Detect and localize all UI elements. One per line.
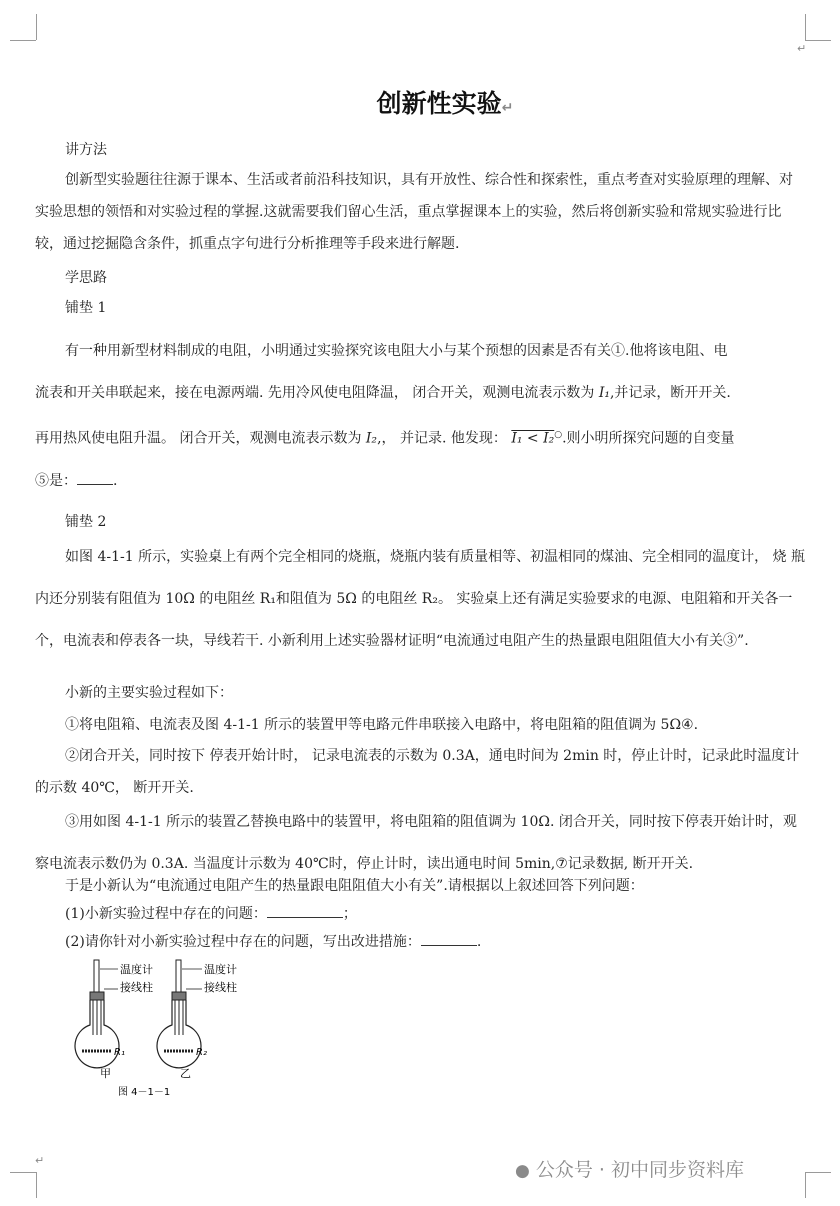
answer-blank-3[interactable]: [421, 931, 477, 946]
question-1: (1)小新实验过程中存在的问题： ；: [35, 898, 805, 930]
crop-mark-top-right-v: [805, 14, 806, 40]
pave1-paragraph: 有一种用新型材料制成的电阻，小明通过实验探究该电阻大小与某个预想的因素是否有关①.他将该电阻、电 流表和开关串联起来，接在电源两端. 先用冷风使电阻降温， 闭合开关，观测电流表示数为 I₁,并记录，断开开关. 再用热风使电阻升温。 闭合开关，观测电流表示数为 I₂,， 并记录. 他发现： I₁ < I₂○.则小明所探究问题的自变量 ⑤是： .: [35, 343, 735, 489]
page-title: 创新性实验↵: [376, 89, 514, 118]
label-thermometer-right: 温度计: [204, 963, 237, 976]
crop-mark-bottom-left-v: [36, 1172, 37, 1198]
paragraph-mark-top-icon: ↵: [797, 42, 807, 55]
crop-mark-bottom-right-h: [805, 1172, 831, 1173]
process-intro: 小新的主要实验过程如下：: [65, 685, 233, 701]
crop-mark-top-left-h: [10, 40, 36, 41]
conclusion: 于是小新认为“电流通过电阻产生的热量跟电阻阻值大小有关”.请根据以上叙述回答下列问题：: [65, 878, 644, 894]
step-2: ②闭合开关，同时按下 停表开始计时， 记录电流表的示数为 0.3A，通电时间为 2min 时，停止计时，记录此时温度计的示数 40℃， 断开开关.: [35, 748, 800, 796]
label-terminal-right: 接线柱: [204, 981, 237, 994]
step-3: ③用如图 4-1-1 所示的装置乙替换电路中的装置甲，将电阻箱的阻值调为 10Ω. 闭合开关，同时按下停表开始计时，观察电流表示数仍为 0.3A. 当温度计示数为 40℃时，停止计时，读出通电时间 5min,⑦记录数据, 断开开关.: [35, 814, 797, 872]
figure-4-1-1: [60, 955, 260, 1105]
answer-blank-2[interactable]: [267, 903, 343, 918]
pave2-paragraph: 如图 4-1-1 所示，实验桌上有两个完全相同的烧瓶，烧瓶内装有质量相等、初温相同的煤油、完全相同的温度计， 烧 瓶内还分别装有阻值为 10Ω 的电阻丝 R₁和阻值为 5Ω 的电阻丝 R₂。 实验桌上还有满足实验要求的电源、电阻箱和开关各一个，电流表和停表各一块，导线若干. 小新利用上述实验器材证明“电流通过电阻产生的热量跟电阻阻值大小有关③”.: [35, 549, 805, 649]
crop-mark-top-right-h: [805, 40, 831, 41]
label-yi: 乙: [180, 1067, 191, 1080]
crop-mark-bottom-right-v: [805, 1172, 806, 1198]
var-i1: I₁: [598, 385, 610, 401]
section-heading-thinking: 学思路: [65, 270, 107, 286]
figure-caption: 图 4－1－1: [118, 1087, 171, 1098]
question-2: (2)请你针对小新实验过程中存在的问题，写出改进措施： .: [35, 926, 805, 958]
label-r1: R₁: [114, 1047, 125, 1058]
label-jia: 甲: [100, 1067, 111, 1080]
crop-mark-bottom-left-h: [10, 1172, 36, 1173]
method-paragraph: 创新型实验题往往源于课本、生活或者前沿科技知识，具有开放性、综合性和探索性，重点考查对实验原理的理解、对实验思想的领悟和对实验过程的掌握.这就需要我们留心生活，重点掌握课本上的实验，然后将创新实验和常规实验进行比较，通过挖掘隐含条件，抓重点字句进行分析推理等手段来进行解题.: [35, 172, 793, 252]
pave2-heading: 铺垫 2: [65, 514, 107, 530]
label-thermometer-left: 温度计: [120, 963, 153, 976]
label-r2: R₂: [196, 1047, 207, 1058]
flask-a: [75, 960, 119, 1080]
inequality-formula: I₁ < I₂: [511, 430, 555, 447]
pave1-heading: 铺垫 1: [65, 300, 107, 316]
crop-mark-top-left-v: [36, 14, 37, 40]
answer-blank-1[interactable]: [77, 470, 113, 485]
section-heading-method: 讲方法: [65, 142, 107, 158]
step-1: ①将电阻箱、电流表及图 4-1-1 所示的装置甲等电路元件串联接入电路中，将电阻箱的阻值调为 5Ω④.: [65, 717, 699, 733]
paragraph-mark-bottom-icon: ↵: [35, 1154, 45, 1167]
watermark: ● 公众号 · 初中同步资料库: [515, 1159, 745, 1181]
var-i2: I₂: [365, 430, 378, 447]
label-terminal-left: 接线柱: [120, 981, 153, 994]
wechat-icon: ●: [515, 1161, 530, 1181]
flask-b: [157, 960, 201, 1080]
